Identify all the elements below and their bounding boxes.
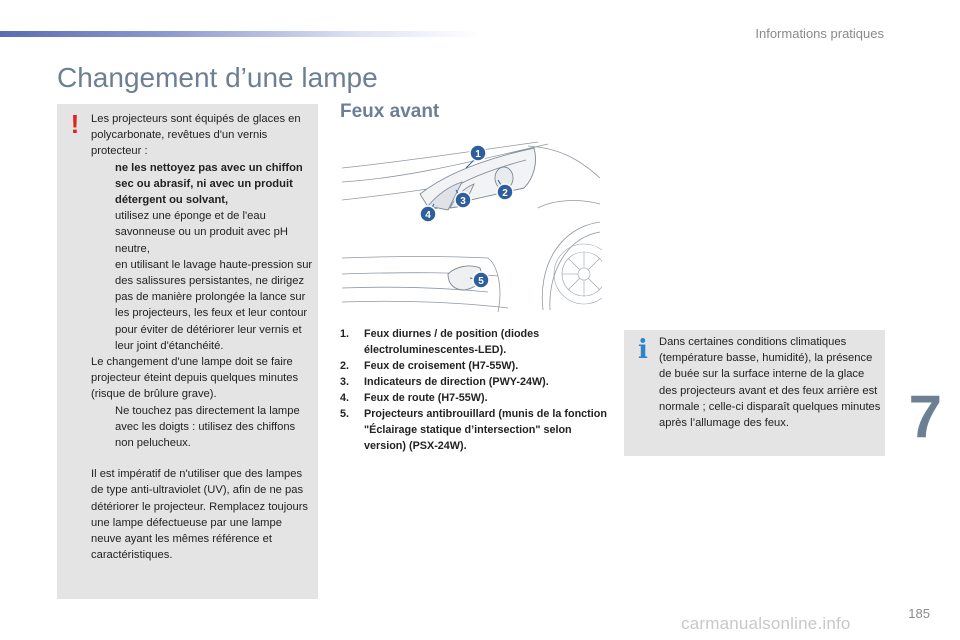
warning-bullet: utilisez une éponge et de l'eau savonneuse ou un produit avec pH neutre, [115,210,288,255]
exclamation-icon: ! [70,109,80,139]
svg-text:3: 3 [460,196,466,207]
legend-item: 4. Feux de route (H7-55W). [340,392,488,404]
info-text: Dans certaines conditions climatiques (température basse, humidité), la présence de buée sur la surface interne de la glace des projecteurs avant et des feux arrière est normale ; celle-ci disparaît quelques minutes après l’allumage des feux. [659,336,881,430]
headlamp-illustration [338,138,602,312]
callout-3 [455,192,471,208]
callout-1 [470,145,486,161]
warning-bullet: ne les nettoyez pas avec un chiffon sec ou abrasif, ni avec un produit détergent ou solvant, [115,161,303,207]
section-title: Feux avant [340,101,440,122]
warning-intro: Les projecteurs sont équipés de glaces en polycarbonate, revêtues d'un vernis protecteur : [91,113,301,158]
svg-text:1: 1 [475,149,481,160]
callout-5 [473,272,489,288]
lamp-legend [340,326,610,454]
page-title: Changement d’une lampe [57,62,378,93]
svg-text:5: 5 [478,276,484,287]
svg-text:4: 4 [425,210,431,221]
warning-paragraph: Il est impératif de n'utiliser que des lampes de type anti-ultraviolet (UV), afin de ne pas détériorer le projecteur. Remplacez toujours une lampe défectueuse par une lampe neuve ayant les mêmes référence et caractéristiques. [91,468,309,562]
legend-item: 3. Indicateurs de direction (PWY-24W). [340,376,549,388]
info-icon: i [638,335,648,365]
section-header: Informations pratiques [755,26,884,41]
warning-paragraph: Le changement d'une lampe doit se faire projecteur éteint depuis quelques minutes (risque de brûlure grave). [91,356,299,401]
warning-text [91,111,313,563]
watermark: carmanualsonline.info [681,614,851,633]
warning-bullet: en utilisant le lavage haute-pression sur des salissures persistantes, ne dirigez pas de manière prolongée la lance sur les projecteurs, les feux et leur contour pour éviter de détériorer leur vernis et leur joint d'étanchéité. [115,258,313,352]
legend-item: 2. Feux de croisement (H7-55W). [340,360,519,372]
legend-item: 1. Feux diurnes / de position (diodes électroluminescentes-LED). [340,328,540,356]
callout-2 [497,184,513,200]
warning-box [57,104,318,599]
warning-bullet: Ne touchez pas directement la lampe avec les doigts : utilisez des chiffons non pelucheux. [115,404,300,450]
chapter-number: 7 [908,383,942,450]
legend-item: 5. Projecteurs antibrouillard (munis de la fonction "Éclairage statique d’intersection" selon version) (PSX-24W). [340,408,607,452]
info-box [624,330,885,456]
svg-text:2: 2 [502,188,508,199]
page-number: 185 [908,606,930,621]
callout-4 [420,206,436,222]
header-gradient-bar [0,31,480,37]
